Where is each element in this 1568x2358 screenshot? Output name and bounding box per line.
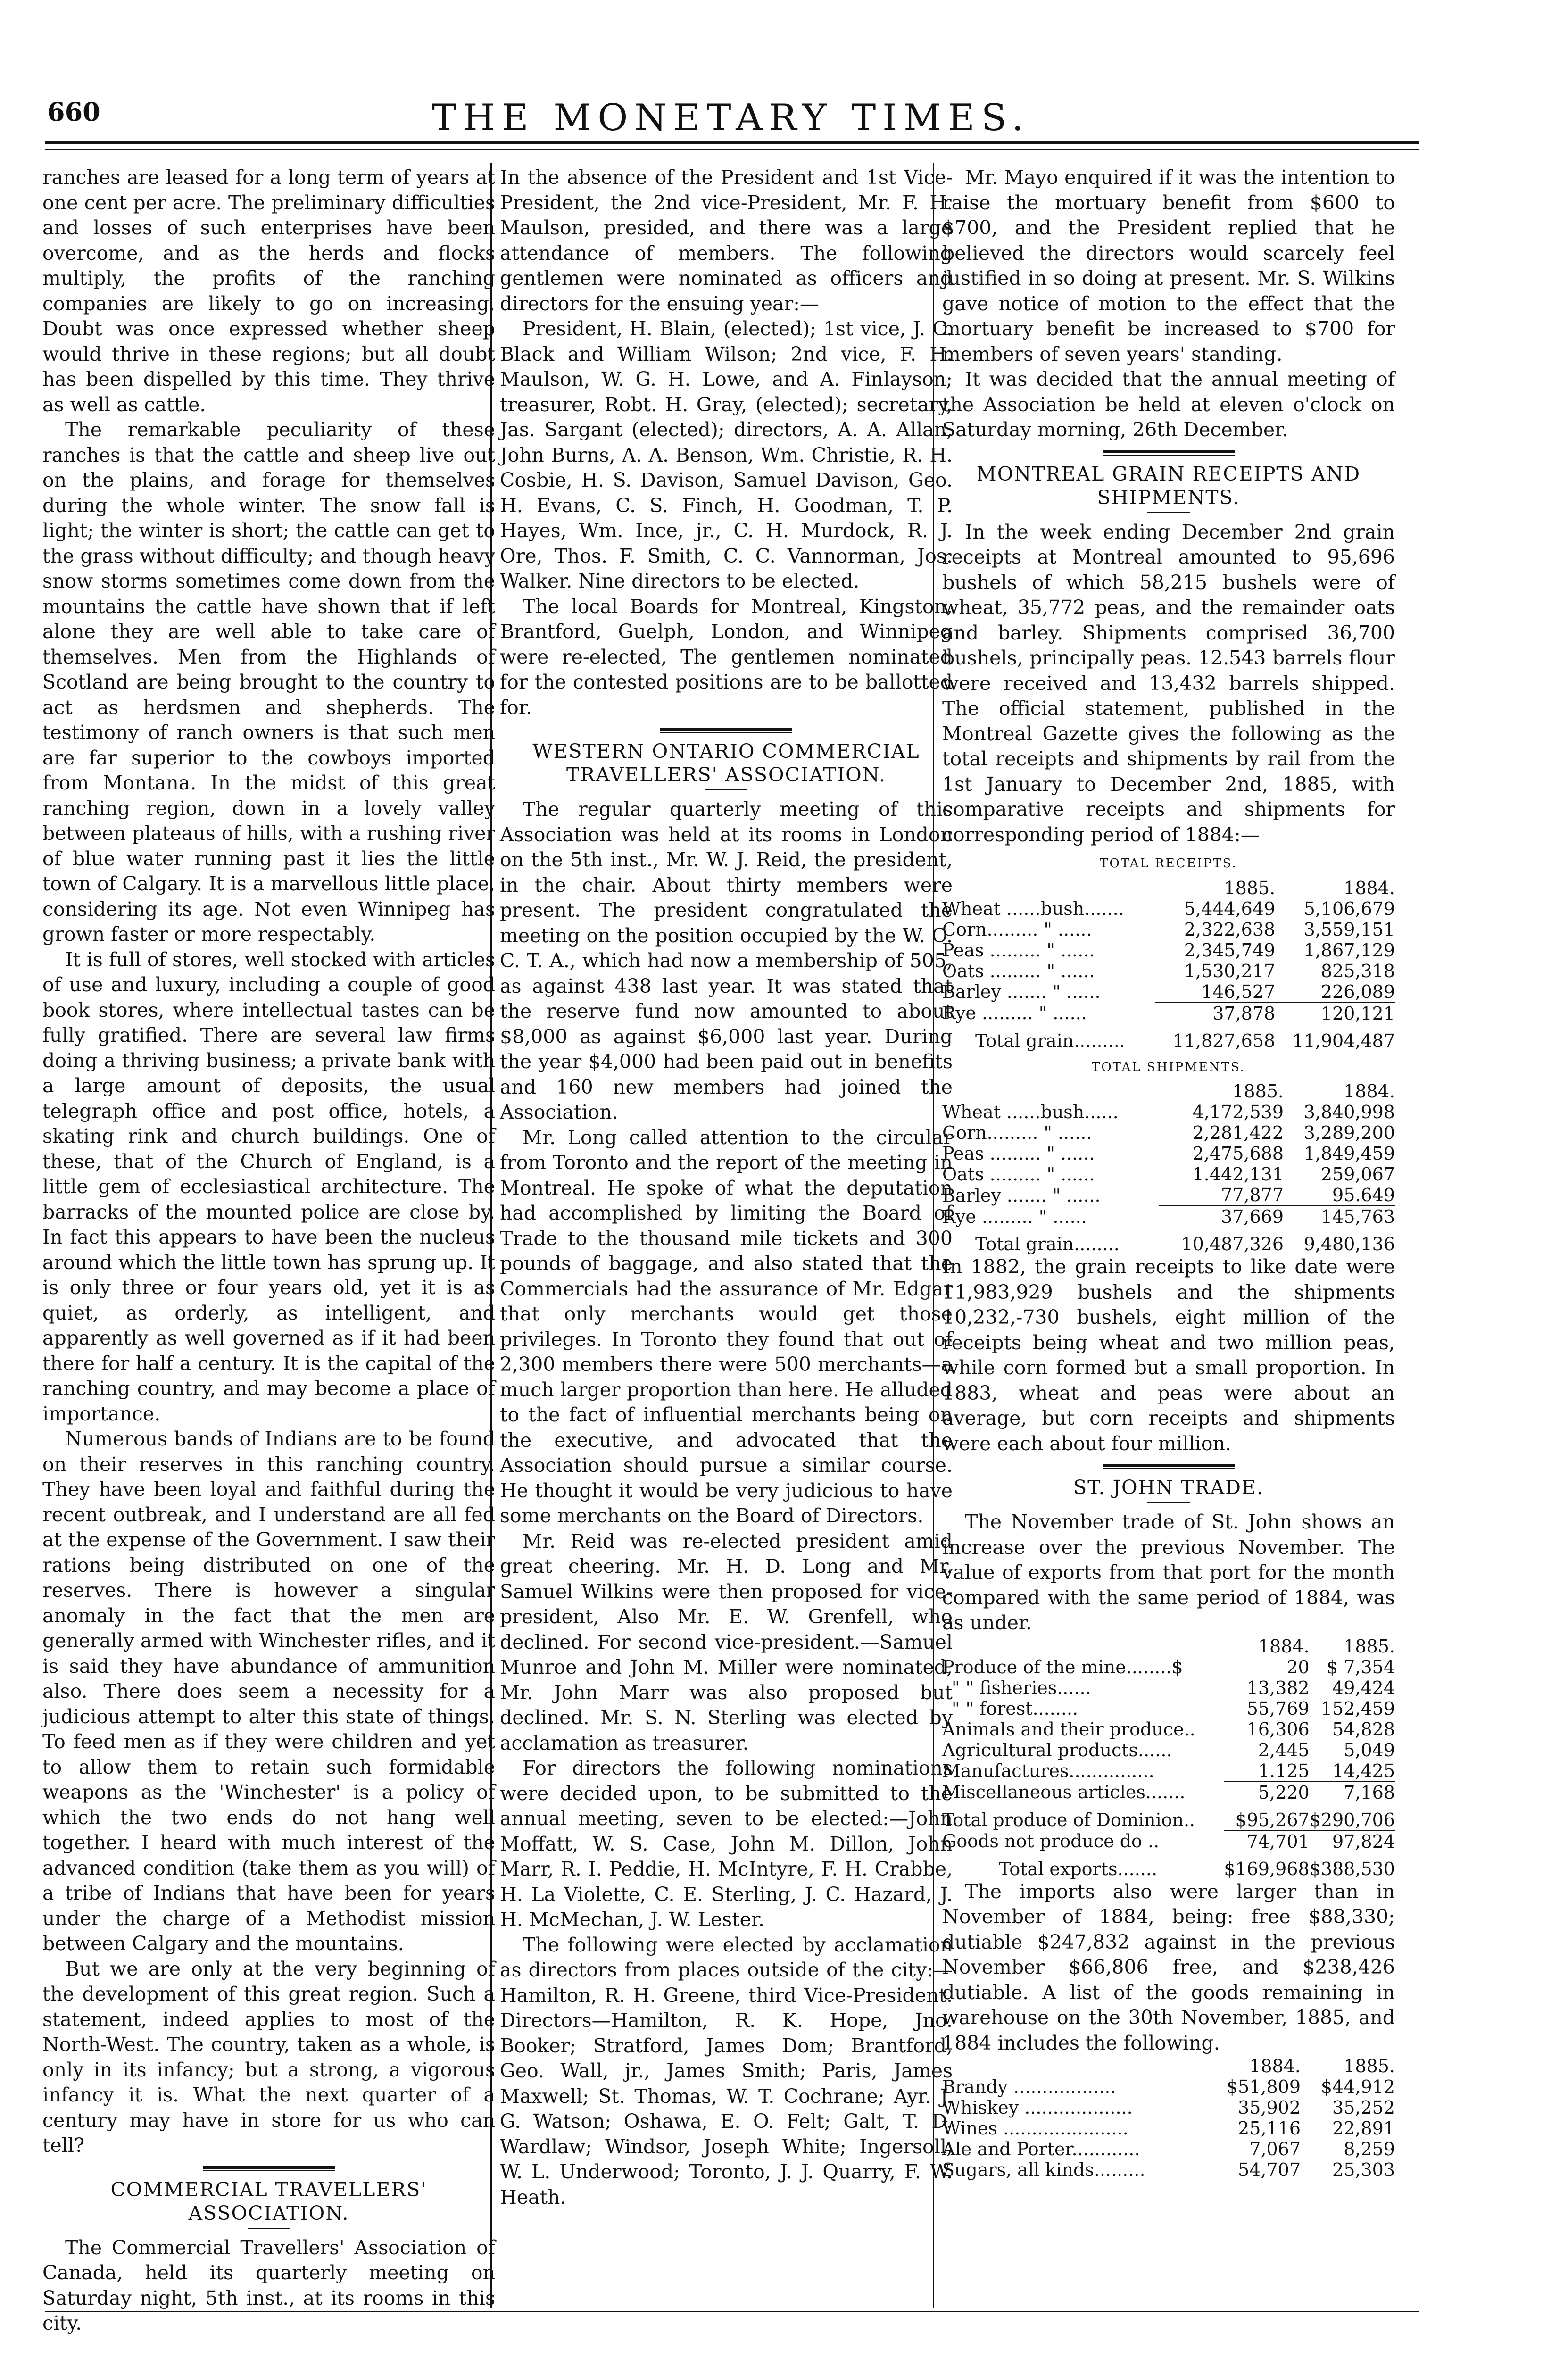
cell-value: 1.442,131: [1192, 1164, 1284, 1185]
cell-value: 4,172,539: [1192, 1102, 1284, 1122]
cell-value: 13,382: [1246, 1677, 1310, 1698]
article-paragraph: In 1882, the grain receipts to like date were 11,983,929 bushels and the shipments 10,232,-730 bushels, eight million of the receipts being wheat and two million peas, while corn formed but a small proportion. In 1883, wheat and peas were about an average, but corn receipts and shipments were each about four million.: [942, 1255, 1395, 1455]
article-paragraph: ranches are leased for a long term of years at one cent per acre. The preliminary difficulties and losses of such enterprises have been overcome, and as the herds and flocks multiply, the profits of the ranching companies are likely to go on increasing. Doubt was once expressed whether sheep would thrive in these regions; but all doubt has been dispelled by this time. They thrive as well as cattle.: [42, 166, 495, 416]
row-label: Sugars, all kinds.........: [942, 2159, 1145, 2180]
table-row: [942, 1143, 1395, 1164]
row-label: " " forest........: [952, 1698, 1079, 1719]
article-paragraph: The regular quarterly meeting of this Association was held at its rooms in London on the 5th inst., Mr. W. J. Reid, the president, in the chair. About thirty members were present. The president congratulated the meeting on the position occupied by the W. O. C. T. A., which had now a membership of 505, as against 438 last year. It was stated that the reserve fund now amounted to about $8,000 as against $6,000 last year. During the year $4,000 had been paid out in benefits and 160 new members had joined the Association.: [500, 798, 953, 1123]
total-row: [942, 1227, 1395, 1254]
title-underline: [1147, 1502, 1190, 1503]
row-label: Total grain........: [975, 1234, 1120, 1254]
cell-value: 22,891: [1332, 2118, 1395, 2139]
footer-rule: [45, 2311, 1419, 2312]
row-label: Barley ....... " ......: [942, 981, 1101, 1002]
cell-value: 20: [1286, 1656, 1310, 1677]
title-underline: [705, 789, 747, 790]
title-underline: [248, 2228, 290, 2229]
cell-value: 2,322,638: [1184, 919, 1276, 940]
cell-value: 120,121: [1275, 1003, 1395, 1024]
cell-value: 259,067: [1320, 1164, 1395, 1185]
cell-value: $95,267: [1235, 1809, 1310, 1830]
row-label: Whiskey ...................: [942, 2097, 1133, 2118]
cell-value: 152,459: [1320, 1698, 1395, 1719]
row-label: Peas ......... " ......: [942, 939, 1095, 961]
section-title-commercial-travellers: COMMERCIAL TRAVELLERS' ASSOCIATION.: [110, 2178, 427, 2225]
cell-value: 14,425: [1332, 1760, 1395, 1781]
table-row: [942, 1657, 1395, 1677]
cell-value: 49,424: [1332, 1677, 1395, 1698]
column-1: [42, 165, 495, 2336]
table-row: [942, 1122, 1395, 1143]
table-row: [942, 1677, 1395, 1698]
row-label: Peas ......... " ......: [942, 1143, 1095, 1164]
cell-value: 95.649: [1332, 1185, 1395, 1205]
table-row: [942, 1782, 1395, 1803]
row-label: Animals and their produce..: [942, 1719, 1195, 1740]
row-label: " " fisheries......: [952, 1677, 1091, 1698]
year-header: 1885.: [1344, 1636, 1395, 1657]
section-separator: [660, 728, 792, 733]
year-header: 1884.: [1344, 877, 1395, 898]
header-rule-thick: [45, 141, 1419, 144]
cell-value: $388,530: [1309, 1858, 1395, 1879]
cell-value: $290,706: [1309, 1809, 1395, 1830]
cell-value: 5,106,679: [1303, 898, 1395, 919]
section-title-western-ontario: WESTERN ONTARIO COMMERCIAL TRAVELLERS' ASSOCIATION.: [532, 740, 920, 786]
article-paragraph: It is full of stores, well stocked with articles of use and luxury, including a couple of good book stores, where intellectual tastes can be fully gratified. There are several law firms doing a thriving business; a private bank with a large amount of deposits, the usual telegraph office and post office, hotels, a skating rink and church buildings. One of these, that of the Church of England, is a little gem of ecclesiastical architecture. The barracks of the mounted police are close by. In fact this appears to have been the nucleus around which the little town has sprung up. It is only three or four years old, yet it is as quiet, as orderly, as intelligent, and apparently as well governed as if it had been there for half a century. It is the capital of the ranching country, and may become a place of importance.: [42, 948, 495, 1425]
grain-receipts-table: [942, 878, 1395, 1051]
row-label: Corn......... " ......: [942, 919, 1092, 940]
article-paragraph: It was decided that the annual meeting of the Association be held at eleven o'clock on Saturday morning, 26th December.: [942, 368, 1395, 441]
cell-value: $44,912: [1320, 2076, 1395, 2097]
year-header: 1885.: [1224, 877, 1276, 898]
cell-value: 25,116: [1238, 2118, 1301, 2139]
cell-value: 10,487,326: [1181, 1234, 1284, 1254]
article-paragraph: The local Boards for Montreal, Kingston, Brantford, Guelph, London, and Winnipeg were re-elected, The gentlemen nominated for the contested positions are to be ballotted for.: [500, 595, 953, 719]
row-label: Wheat ......bush......: [942, 1102, 1119, 1122]
cell-value: 3,289,200: [1303, 1122, 1395, 1143]
cell-value: 8,259: [1344, 2139, 1395, 2159]
row-label: Oats ......... " ......: [942, 1164, 1095, 1185]
cell-value: 1,530,217: [1184, 960, 1276, 981]
cell-value: 1,867,129: [1303, 939, 1395, 961]
table-row: [942, 898, 1395, 919]
row-label: Goods not produce do ..: [942, 1831, 1160, 1852]
table-row: [942, 2076, 1395, 2097]
st-john-exports-table: [942, 1636, 1395, 1879]
row-label: Rye ......... " ......: [942, 1206, 1087, 1227]
table-row: [942, 981, 1395, 1003]
cell-value: 77,877: [1221, 1185, 1284, 1205]
table-row: [942, 1698, 1395, 1719]
cell-value: 54,828: [1332, 1719, 1395, 1740]
cell-value: 145,763: [1284, 1206, 1395, 1227]
cell-value: 16,306: [1246, 1719, 1310, 1740]
table-row: [942, 1102, 1395, 1122]
table-row: [942, 1206, 1395, 1227]
year-header: 1884.: [1249, 2056, 1301, 2076]
year-header: 1884.: [1344, 1081, 1395, 1102]
table-row: [942, 1003, 1395, 1024]
cell-value: $ 7,354: [1326, 1656, 1395, 1677]
warehouse-goods-table: [942, 2056, 1395, 2180]
page-header: [47, 97, 1415, 149]
table-header-row: [942, 2056, 1395, 2076]
table-row: [942, 2139, 1395, 2159]
year-header: 1884.: [1258, 1636, 1310, 1657]
page-number: 660: [47, 97, 100, 127]
table-row: [942, 940, 1395, 961]
cell-value: 2,281,422: [1192, 1122, 1284, 1143]
table-row: [942, 1185, 1395, 1206]
row-label: Wines ......................: [942, 2118, 1128, 2139]
row-label: Brandy ..................: [942, 2076, 1116, 2097]
cell-value: 7,067: [1249, 2139, 1301, 2159]
table-caption-shipments: TOTAL SHIPMENTS.: [1092, 1060, 1245, 1074]
title-underline: [1147, 512, 1190, 513]
row-label: Oats ......... " ......: [942, 960, 1095, 981]
cell-value: 146,527: [1201, 981, 1276, 1002]
total-row: [942, 1852, 1395, 1879]
cell-value: 2,345,749: [1184, 939, 1276, 961]
year-header: 1885.: [1232, 1081, 1284, 1102]
article-paragraph: President, H. Blain, (elected); 1st vice, J. C. Black and William Wilson; 2nd vice, F. H. Maulson, W. G. H. Lowe, and A. Finlayson; treasurer, Robt. H. Gray, (elected); secretary, Jas. Sargant (elected); directors, A. A. Allan, John Burns, A. A. Benson, Wm. Christie, R. H. Cosbie, H. S. Davison, Samuel Davison, Geo. H. Evans, C. S. Finch, H. Goodman, T. P. Hayes, Wm. Ince, jr., C. H. Murdock, R. J. Ore, Thos. F. Smith, C. C. Vannorman, Jos. Walker. Nine directors to be elected.: [500, 317, 953, 592]
cell-value: 5,444,649: [1184, 898, 1276, 919]
table-row: [942, 961, 1395, 981]
cell-value: 11,827,658: [1172, 1030, 1276, 1051]
year-header: 1885.: [1344, 2056, 1395, 2076]
table-row: [942, 2159, 1395, 2180]
cell-value: 55,769: [1246, 1698, 1310, 1719]
table-header-row: [942, 878, 1395, 898]
article-paragraph: In the week ending December 2nd grain receipts at Montreal amounted to 95,696 bushels of which 58,215 bushels were of wheat, 35,772 peas, and the remainder oats and barley. Shipments comprised 36,700 bushels, principally peas. 12.543 barrels flour were received and 13,432 barrels shipped. The official statement, published in the Montreal Gazette gives the following as the total receipts and shipments by rail from the 1st January to December 2nd, 1885, with comparative receipts and shipments for corresponding period of 1884:—: [942, 520, 1395, 846]
masthead-title: THE MONETARY TIMES.: [431, 97, 1030, 139]
cell-value: 2,445: [1258, 1739, 1310, 1760]
cell-value: 3,559,151: [1303, 919, 1395, 940]
table-row: [942, 1831, 1395, 1852]
row-label: Manufactures...............: [942, 1760, 1154, 1781]
cell-value: 5,049: [1344, 1739, 1395, 1760]
table-caption-receipts: TOTAL RECEIPTS.: [1100, 856, 1237, 871]
article-paragraph: Mr. Reid was re-elected president amid great cheering. Mr. H. D. Long and Mr. Samuel Wilkins were then proposed for vice-president, Also Mr. E. W. Grenfell, who declined. For second vice-president.—Samuel Munroe and John M. Miller were nominated, Mr. John Marr was also proposed but declined. Mr. S. N. Sterling was elected by acclamation as treasurer.: [500, 1529, 953, 1754]
table-header-row: [942, 1081, 1395, 1102]
section-separator: [203, 2166, 335, 2171]
article-paragraph: The following were elected by acclamation as directors from places outside of the city:—Hamilton, R. H. Greene, third Vice-President. Directors—Hamilton, R. K. Hope, Jno. Booker; Stratford, James Dom; Brantford, Geo. Wall, jr., James Smith; Paris, James Maxwell; St. Thomas, W. T. Cochrane; Ayr. J. G. Watson; Oshawa, E. O. Felt; Galt, T. D. Wardlaw; Windsor, Joseph White; Ingersoll, W. L. Underwood; Toronto, J. J. Quarry, F. W. Heath.: [500, 1933, 953, 2209]
row-label: Agricultural products......: [942, 1739, 1172, 1760]
cell-value: 3,840,998: [1303, 1102, 1395, 1122]
cell-value: 5,220: [1224, 1782, 1309, 1803]
table-row: [942, 1760, 1395, 1782]
cell-value: 35,252: [1332, 2097, 1395, 2118]
cell-value: 1.125: [1258, 1760, 1310, 1781]
article-paragraph: The remarkable peculiarity of these ranches is that the cattle and sheep live out on the plains, and forage for themselves during the whole winter. The snow fall is light; the winter is short; the cattle can get to the grass without difficulty; and though heavy snow storms sometimes come down from the mountains the cattle have shown that if left alone they are well able to take care of themselves. Men from the Highlands of Scotland are being brought to the country to act as herdsmen and shepherds. The testimony of ranch owners is that such men are far superior to the cowboys imported from Montana. In the midst of this great ranching region, down in a lovely valley between plateaus of hills, with a rushing river of blue water running past it lies the little town of Calgary. It is a marvellous little place, considering its age. Not even Winnipeg has grown faster or more respectably.: [42, 418, 495, 946]
article-paragraph: Numerous bands of Indians are to be found on their reserves in this ranching country. They have been loyal and faithful during the recent outbreak, and I understand are all fed at the expense of the Government. I saw their rations being distributed on one of the reserves. There is however a singular anomaly in the fact that the men are generally armed with Winchester rifles, and it is said they have abundance of ammunition also. There does seem a necessity for a judicious attempt to alter this state of things. To feed men as if they were children and yet to allow them to retain such formidable weapons as the 'Winchester' is a policy of which the two ends do not hang well together. I heard with much interest of the advanced condition (take them as you will) of a tribe of Indians that have been for years under the charge of a Methodist mission between Calgary and the mountains.: [42, 1428, 495, 1955]
cell-value: 37,669: [1159, 1206, 1284, 1227]
cell-value: 2,475,688: [1192, 1143, 1284, 1164]
total-row: [942, 1024, 1395, 1051]
article-paragraph: But we are only at the very beginning of the development of this great region. Such a statement, indeed applies to most of the North-West. The country, taken as a whole, is only in its infancy; but a strong, a vigorous infancy it is. What the next quarter of a century may have in store for us who can tell?: [42, 1957, 495, 2157]
row-label: Barley ....... " ......: [942, 1185, 1101, 1206]
table-row: [942, 1719, 1395, 1740]
table-row: [942, 1164, 1395, 1185]
section-title-montreal-grain: MONTREAL GRAIN RECEIPTS AND SHIPMENTS.: [976, 462, 1361, 509]
article-paragraph: The Commercial Travellers' Association of Canada, held its quarterly meeting on Saturday night, 5th inst., at its rooms in this city.: [42, 2236, 495, 2334]
cell-value: 35,902: [1238, 2097, 1301, 2118]
cell-value: $51,809: [1226, 2076, 1301, 2097]
section-separator: [1103, 1464, 1235, 1469]
row-label: Rye ......... " ......: [942, 1003, 1087, 1023]
cell-value: 7,168: [1310, 1782, 1395, 1803]
column-2: [500, 165, 953, 2210]
cell-value: 37,878: [1155, 1003, 1275, 1024]
header-rule-thin: [45, 149, 1419, 150]
article-paragraph: Mr. Mayo enquired if it was the intention to raise the mortuary benefit from $600 to $700, and the President replied that he believed the directors would scarcely feel justified in so doing at present. Mr. S. Wilkins gave notice of motion to the effect that the mortuary benefit be increased to $700 for members of seven years' standing.: [942, 166, 1395, 365]
table-row: [942, 1740, 1395, 1760]
cell-value: 97,824: [1310, 1831, 1395, 1852]
article-paragraph: For directors the following nominations were decided upon, to be submitted to the annual meeting, seven to be elected:—John Moffatt, W. S. Case, John M. Dillon, John Marr, R. I. Peddie, H. McIntyre, F. H. Crabbe, H. La Violette, C. E. Sterling, J. C. Hazard, J. H. McMechan, J. W. Lester.: [500, 1757, 953, 1931]
cell-value: 825,318: [1320, 960, 1395, 981]
article-paragraph: The imports also were larger than in November of 1884, being: free $88,330; dutiable $247,832 against in the previous November $66,806 free, and $238,426 dutiable. A list of the goods remaining in warehouse on the 30th November, 1885, and 1884 includes the following.: [942, 1880, 1395, 2054]
table-header-row: [942, 1636, 1395, 1657]
row-label: Produce of the mine........$: [942, 1656, 1183, 1677]
row-label: Miscellaneous articles.......: [942, 1782, 1186, 1802]
cell-value: 9,480,136: [1303, 1234, 1395, 1254]
table-row: [942, 2118, 1395, 2139]
row-label: Wheat ......bush.......: [942, 898, 1124, 919]
row-label: Corn......... " ......: [942, 1122, 1092, 1143]
article-paragraph: In the absence of the President and 1st Vice-President, the 2nd vice-President, Mr. F. H. Maulson, presided, and there was a large attendance of members. The following gentlemen were nominated as officers and directors for the ensuing year:—: [500, 166, 953, 315]
row-label: Ale and Porter............: [942, 2139, 1140, 2159]
section-separator: [1103, 450, 1235, 456]
cell-value: 226,089: [1320, 981, 1395, 1002]
row-label: Total produce of Dominion..: [942, 1810, 1195, 1830]
table-row: [942, 2097, 1395, 2118]
cell-value: 25,303: [1332, 2159, 1395, 2180]
grain-shipments-table: [942, 1081, 1395, 1254]
total-row: [942, 1803, 1395, 1831]
article-paragraph: Mr. Long called attention to the circular from Toronto and the report of the meeting in Montreal. He spoke of what the deputation had accomplished by limiting the Board of Trade to the thousand mile tickets and 300 pounds of baggage, and also stated that the Commercials had the assurance of Mr. Edgar that only merchants would get those privileges. In Toronto they found that out of 2,300 members there were 500 merchants—a much larger proportion than here. He alluded to the fact of influential merchants being on the executive, and advocated that the Association should pursue a similar course. He thought it would be very judicious to have some merchants on the Board of Directors.: [500, 1126, 953, 1527]
cell-value: 54,707: [1238, 2159, 1301, 2180]
cell-value: 74,701: [1224, 1831, 1309, 1852]
article-paragraph: The November trade of St. John shows an increase over the previous November. The value of exports from that port for the month compared with the same period of 1884, was as under.: [942, 1511, 1395, 1634]
table-row: [942, 919, 1395, 940]
section-title-st-john-trade: ST. JOHN TRADE.: [1073, 1476, 1264, 1499]
cell-value: $169,968: [1224, 1858, 1310, 1879]
row-label: Total exports.......: [999, 1858, 1158, 1879]
cell-value: 1,849,459: [1303, 1143, 1395, 1164]
cell-value: 11,904,487: [1292, 1030, 1395, 1051]
row-label: Total grain.........: [975, 1030, 1125, 1051]
column-3: [942, 165, 1395, 2180]
